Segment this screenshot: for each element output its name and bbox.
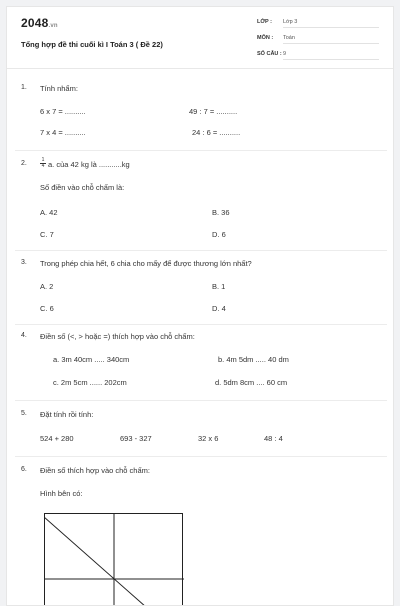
q2-option-a[interactable]: A. 42	[40, 208, 58, 217]
q6-sub: Hình bên có:	[40, 489, 83, 498]
exam-header	[7, 7, 394, 69]
divider	[15, 456, 387, 457]
divider	[15, 250, 387, 251]
q3-prompt: Trong phép chia hết, 6 chia cho mấy để được thương lớn nhất?	[40, 259, 252, 268]
q4-item-a: a. 3m 40cm ..... 340cm	[53, 355, 129, 364]
subject-label: MÔN :	[257, 35, 273, 41]
q1-item-b: 49 : 7 = ..........	[189, 107, 237, 116]
fraction-numerator: 1	[40, 158, 46, 164]
class-value: Lớp 3	[283, 19, 379, 28]
exam-sheet	[6, 6, 394, 606]
q1-item-d: 24 : 6 = ..........	[192, 128, 240, 137]
q4-item-c: c. 2m 5cm ...... 202cm	[53, 378, 127, 387]
q5-number: 5.	[21, 410, 27, 417]
q3-option-b[interactable]: B. 1	[212, 282, 225, 291]
count-value: 9	[283, 51, 379, 60]
q5-prompt: Đặt tính rồi tính:	[40, 410, 93, 419]
q4-item-b: b. 4m 5dm ..... 40 dm	[218, 355, 289, 364]
subject-value: Toán	[283, 35, 379, 44]
q3-option-a[interactable]: A. 2	[40, 282, 53, 291]
logo-text: 2048	[21, 16, 49, 30]
q2-prompt: a. của 42 kg là ...........kg	[48, 160, 130, 169]
q5-item-d: 48 : 4	[264, 434, 283, 443]
q6-prompt: Điền số thích hợp vào chỗ chấm:	[40, 466, 150, 475]
fraction-denominator: 4	[40, 164, 46, 169]
q2-option-d[interactable]: D. 6	[212, 230, 226, 239]
q2-option-b[interactable]: B. 36	[212, 208, 230, 217]
figure-diagonal-line	[44, 517, 146, 606]
divider	[15, 324, 387, 325]
q2-option-c[interactable]: C. 7	[40, 230, 54, 239]
q5-item-c: 32 x 6	[198, 434, 218, 443]
q5-item-a: 524 + 280	[40, 434, 74, 443]
divider	[15, 150, 387, 151]
q2-sub: Số điền vào chỗ chấm là:	[40, 183, 124, 192]
class-label: LỚP :	[257, 19, 272, 25]
q6-number: 6.	[21, 466, 27, 473]
exam-title: Tổng hợp đề thi cuối kì I Toán 3 ( Đề 22)	[21, 40, 163, 49]
q1-prompt: Tính nhẩm:	[40, 84, 78, 93]
q4-number: 4.	[21, 332, 27, 339]
geometry-figure	[44, 513, 184, 606]
q2-number: 2.	[21, 160, 27, 167]
q3-option-c[interactable]: C. 6	[40, 304, 54, 313]
q1-number: 1.	[21, 84, 27, 91]
q1-item-a: 6 x 7 = ..........	[40, 107, 86, 116]
logo-suffix: .vn	[49, 23, 58, 29]
q2-fraction	[40, 158, 46, 169]
q5-item-b: 693 - 327	[120, 434, 152, 443]
q1-item-c: 7 x 4 = ..........	[40, 128, 86, 137]
count-label: SỐ CÂU :	[257, 51, 282, 57]
site-logo[interactable]	[21, 16, 58, 30]
divider	[15, 400, 387, 401]
q4-prompt: Điền số (<, > hoặc =) thích hợp vào chỗ chấm:	[40, 332, 195, 341]
q3-number: 3.	[21, 259, 27, 266]
q4-item-d: d. 5dm 8cm .... 60 cm	[215, 378, 287, 387]
q3-option-d[interactable]: D. 4	[212, 304, 226, 313]
